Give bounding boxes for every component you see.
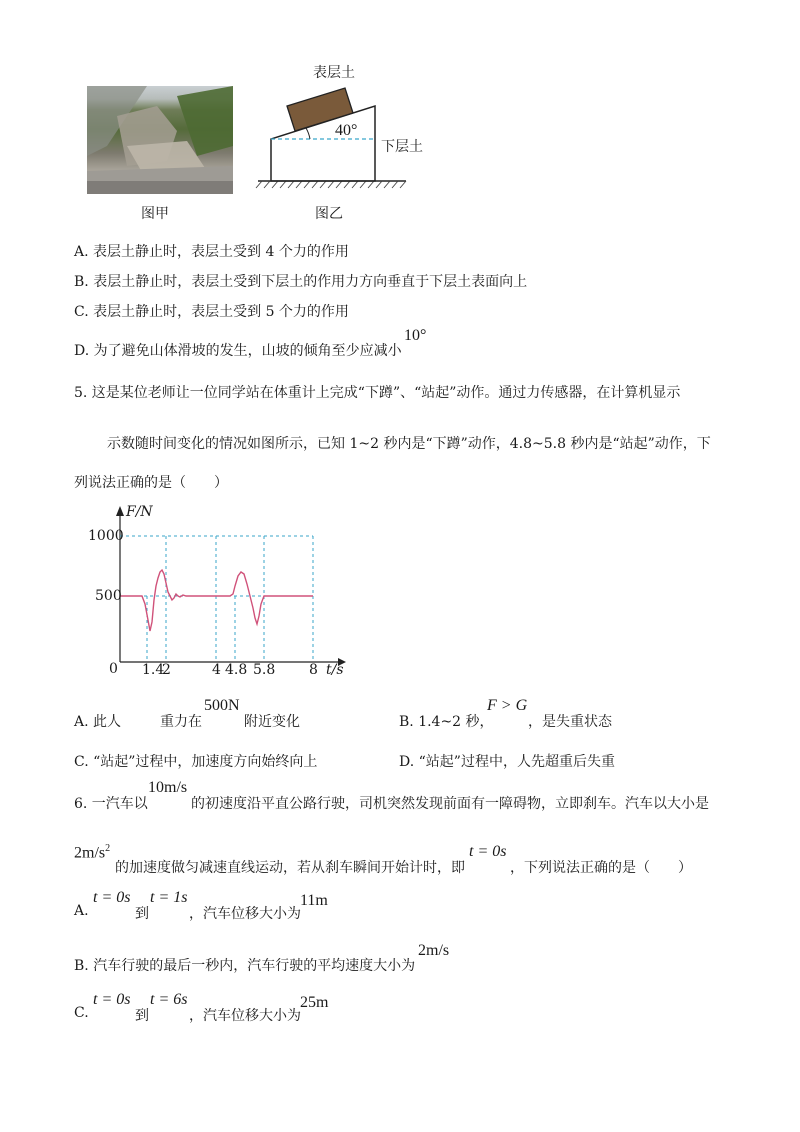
q6-stem-line2-suffix: ，下列说法正确的是（ ）	[510, 860, 692, 876]
q5-stem-line1: 5. 这是某位老师让一位同学站在体重计上完成“下蹲”、“站起”动作。通过力传感器，在计算机显示	[74, 385, 681, 401]
q4-option-c: C. 表层土静止时，表层土受到 5 个力的作用	[74, 304, 349, 320]
q4-option-d: D. 为了避免山体滑坡的发生，山坡的倾角至少应减小	[74, 343, 402, 359]
q6-stem-velocity: 10m/s	[148, 779, 188, 796]
x-axis-label: t/s	[326, 662, 344, 678]
q5-option-a-math: 500N	[204, 697, 240, 714]
q6-option-c-t-start: t = 0s	[93, 991, 131, 1008]
q6-option-a-t-end: t = 1s	[150, 889, 188, 906]
x-tick-8: 8	[309, 662, 318, 678]
y-axis-label: F/N	[126, 504, 153, 520]
q6-stem-acceleration: $2m/s^2$	[74, 843, 111, 862]
label-lower-soil: 下层土	[381, 139, 423, 155]
q5-option-b-suffix: ，是失重状态	[528, 714, 612, 730]
q6-option-a-text: ，汽车位移大小为	[189, 906, 301, 922]
q5-option-b-math: F > G	[487, 697, 528, 714]
label-surface-soil: 表层土	[313, 65, 355, 81]
q5-option-c: C. “站起”过程中，加速度方向始终向上	[74, 754, 318, 770]
q4-option-a: A. 表层土静止时，表层土受到 4 个力的作用	[74, 244, 349, 260]
origin-label: 0	[109, 661, 118, 677]
x-tick-5-8: 5.8	[253, 662, 276, 678]
x-tick-2: 2	[162, 662, 171, 678]
q6-option-c-to: 到	[135, 1008, 149, 1024]
q5-stem-line2: 示数随时间变化的情况如图所示，已知 1~2 秒内是“下蹲”动作，4.8~5.8 秒内是“站起”动作，下	[107, 436, 711, 452]
q6-option-a-value: 11m	[300, 892, 328, 909]
ground-hatch	[256, 181, 406, 188]
q4-option-b: B. 表层土静止时，表层土受到下层土的作用力方向垂直于下层土表面向上	[74, 274, 528, 290]
x-tick-4-8: 4.8	[225, 662, 248, 678]
x-tick-4: 4	[212, 662, 221, 678]
x-tick-1-4: 1.4	[142, 662, 165, 678]
q6-option-c-t-end: t = 6s	[150, 991, 188, 1008]
q5-stem-line3: 列说法正确的是（ ）	[74, 475, 228, 491]
angle-arc	[306, 128, 310, 139]
caption-jia: 图甲	[141, 206, 169, 222]
q6-option-c-value: 25m	[300, 994, 329, 1011]
q6-option-a-label: A.	[74, 903, 89, 919]
q5-option-a-prefix: A. 此人	[74, 714, 122, 730]
q5-option-d: D. “站起”过程中，人先超重后失重	[399, 754, 615, 770]
q6-option-c-label: C.	[74, 1005, 89, 1021]
q6-option-a-t-start: t = 0s	[93, 889, 131, 906]
q6-stem-t0: t = 0s	[469, 843, 507, 860]
q6-option-b-value: 2m/s	[418, 942, 450, 959]
q6-stem-line2-mid: 的加速度做匀减速直线运动，若从刹车瞬间开始计时，即	[115, 860, 465, 876]
q5-option-a-mid: 重力在	[160, 714, 202, 730]
guide-lines	[120, 536, 313, 662]
angle-label: 40°	[335, 122, 358, 139]
q6-stem-line1-suffix: 的初速度沿平直公路行驶，司机突然发现前面有一障碍物，立即刹车。汽车以大小是	[191, 796, 709, 812]
y-tick-1000: 1000	[88, 528, 124, 544]
q5-option-a-suffix: 附近变化	[244, 714, 300, 730]
q6-option-a-to: 到	[135, 906, 149, 922]
landslide-photo	[87, 86, 233, 194]
q6-stem-line1-prefix: 6. 一汽车以	[74, 796, 148, 812]
q6-option-c-text: ，汽车位移大小为	[189, 1008, 301, 1024]
q5-option-b-prefix: B. 1.4~2 秒，	[399, 714, 494, 730]
y-tick-500: 500	[95, 588, 122, 604]
q6-option-b-text: B. 汽车行驶的最后一秒内，汽车行驶的平均速度大小为	[74, 958, 416, 974]
y-axis-arrow	[116, 506, 124, 516]
q4-option-d-math: 10°	[404, 327, 427, 344]
caption-yi: 图乙	[315, 206, 343, 222]
